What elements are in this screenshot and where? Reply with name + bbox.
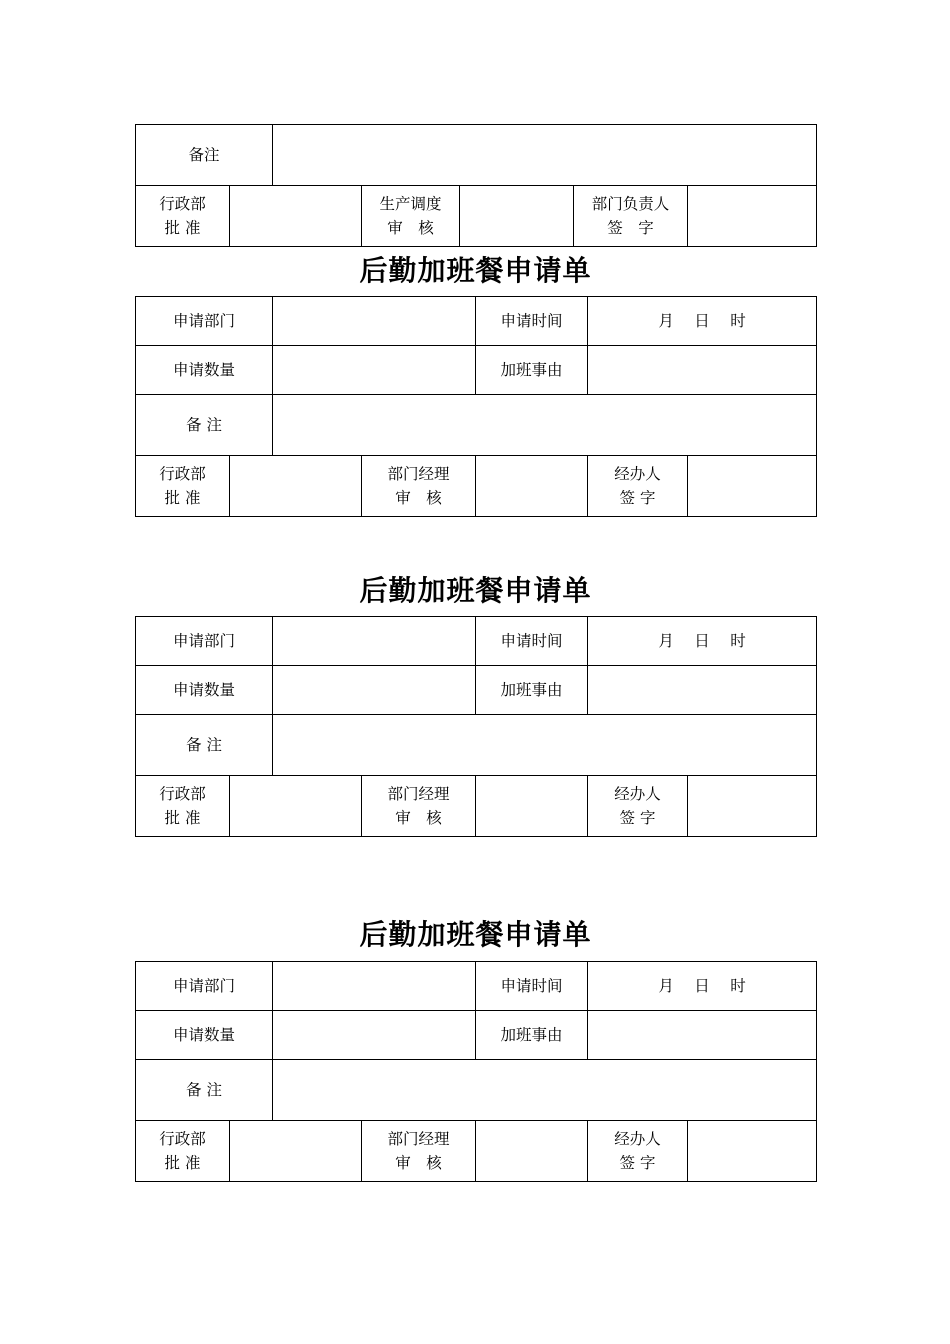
admin-approval-label: 行政部 批 准 — [136, 776, 230, 837]
time-field[interactable]: 月 日 时 — [588, 962, 817, 1011]
qty-field[interactable] — [273, 666, 476, 715]
admin-approval-label: 行政部 批 准 — [136, 186, 230, 247]
form-title: 后勤加班餐申请单 — [359, 574, 592, 607]
handler-sign-field[interactable] — [688, 456, 817, 517]
qty-field[interactable] — [273, 1011, 476, 1060]
handler-sign-label: 经办人 签 字 — [588, 1121, 688, 1182]
production-review-label: 生产调度 审 核 — [362, 186, 460, 247]
dept-head-sign-field[interactable] — [688, 186, 817, 247]
remark-label: 备 注 — [136, 1060, 273, 1121]
admin-approval-field[interactable] — [230, 1121, 362, 1182]
manager-review-field[interactable] — [476, 776, 588, 837]
admin-approval-field[interactable] — [230, 456, 362, 517]
reason-label: 加班事由 — [476, 1011, 588, 1060]
qty-label: 申请数量 — [136, 666, 273, 715]
form-title: 后勤加班餐申请单 — [359, 918, 592, 951]
manager-review-label: 部门经理 审 核 — [362, 1121, 476, 1182]
dept-label: 申请部门 — [136, 617, 273, 666]
meal-request-form — [135, 296, 816, 517]
reason-field[interactable] — [588, 1011, 817, 1060]
remark-label: 备 注 — [136, 715, 273, 776]
reason-field[interactable] — [588, 666, 817, 715]
manager-review-label: 部门经理 审 核 — [362, 776, 476, 837]
time-label: 申请时间 — [476, 617, 588, 666]
dept-field[interactable] — [273, 962, 476, 1011]
remark-label: 备注 — [136, 125, 273, 186]
reason-label: 加班事由 — [476, 346, 588, 395]
admin-approval-field[interactable] — [230, 186, 362, 247]
admin-approval-label: 行政部 批 准 — [136, 456, 230, 517]
production-review-field[interactable] — [460, 186, 574, 247]
manager-review-field[interactable] — [476, 1121, 588, 1182]
top-fragment-table — [135, 124, 816, 247]
qty-label: 申请数量 — [136, 1011, 273, 1060]
admin-approval-field[interactable] — [230, 776, 362, 837]
remark-field[interactable] — [273, 1060, 817, 1121]
remark-field[interactable] — [273, 715, 817, 776]
remark-label: 备 注 — [136, 395, 273, 456]
dept-field[interactable] — [273, 617, 476, 666]
handler-sign-field[interactable] — [688, 776, 817, 837]
dept-label: 申请部门 — [136, 962, 273, 1011]
remark-field[interactable] — [273, 125, 817, 186]
handler-sign-label: 经办人 签 字 — [588, 456, 688, 517]
handler-sign-field[interactable] — [688, 1121, 817, 1182]
manager-review-label: 部门经理 审 核 — [362, 456, 476, 517]
dept-head-sign-label: 部门负责人 签 字 — [574, 186, 688, 247]
form-title: 后勤加班餐申请单 — [359, 254, 592, 287]
remark-field[interactable] — [273, 395, 817, 456]
time-field[interactable]: 月 日 时 — [588, 297, 817, 346]
dept-label: 申请部门 — [136, 297, 273, 346]
meal-request-form — [135, 616, 816, 837]
time-field[interactable]: 月 日 时 — [588, 617, 817, 666]
dept-field[interactable] — [273, 297, 476, 346]
time-label: 申请时间 — [476, 962, 588, 1011]
reason-label: 加班事由 — [476, 666, 588, 715]
qty-label: 申请数量 — [136, 346, 273, 395]
meal-request-form — [135, 961, 816, 1182]
reason-field[interactable] — [588, 346, 817, 395]
qty-field[interactable] — [273, 346, 476, 395]
admin-approval-label: 行政部 批 准 — [136, 1121, 230, 1182]
time-label: 申请时间 — [476, 297, 588, 346]
manager-review-field[interactable] — [476, 456, 588, 517]
handler-sign-label: 经办人 签 字 — [588, 776, 688, 837]
